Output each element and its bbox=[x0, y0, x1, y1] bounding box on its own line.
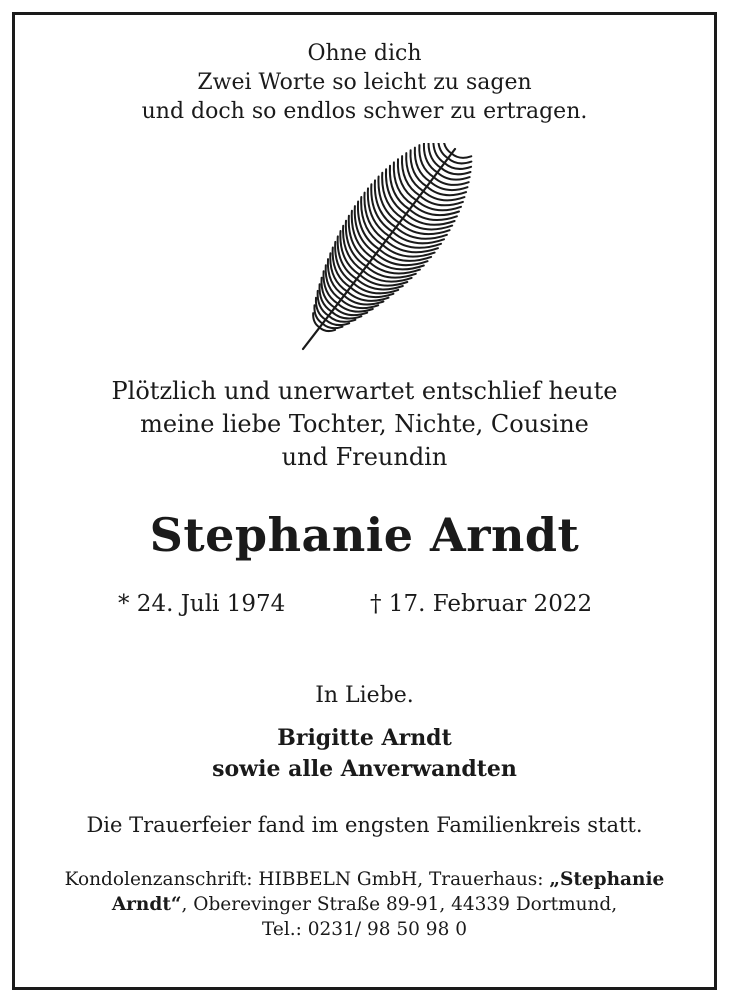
service-note: Die Trauerfeier fand im engsten Familienkreis statt. bbox=[86, 813, 643, 837]
condolence-phone: Tel.: 0231/ 98 50 98 0 bbox=[262, 919, 467, 940]
condolence-address-text: , Oberevinger Straße 89-91, 44339 Dortmund, bbox=[181, 894, 618, 915]
obituary-frame bbox=[12, 12, 717, 990]
intro-text bbox=[15, 375, 714, 474]
deceased-name: Stephanie Arndt bbox=[149, 508, 580, 562]
intro-line: Plötzlich und unerwartet entschlief heute bbox=[111, 377, 618, 405]
mourner-line: sowie alle Anverwandten bbox=[212, 756, 517, 782]
funeral-house-name-a: „Stephanie bbox=[549, 869, 665, 890]
intro-line: und Freundin bbox=[281, 443, 448, 471]
poem-line: Ohne dich bbox=[307, 41, 422, 66]
closing-line: In Liebe. bbox=[315, 683, 414, 708]
condolence-prefix: Kondolenzanschrift: HIBBELN GmbH, Trauerhaus: bbox=[64, 869, 550, 890]
funeral-house-name-b: Arndt“ bbox=[111, 894, 182, 915]
condolence-line-2 bbox=[43, 892, 686, 917]
poem-line: Zwei Worte so leicht zu sagen bbox=[197, 70, 532, 95]
condolence-line-1 bbox=[43, 867, 686, 892]
death-date: † 17. Februar 2022 bbox=[370, 591, 593, 617]
mourner-line: Brigitte Arndt bbox=[277, 725, 452, 751]
poem bbox=[15, 39, 714, 126]
mourners bbox=[15, 723, 714, 785]
condolence-address bbox=[15, 867, 714, 942]
palm-leaf-icon bbox=[283, 143, 473, 355]
poem-line: und doch so endlos schwer zu ertragen. bbox=[141, 99, 588, 124]
birth-date: * 24. Juli 1974 bbox=[118, 591, 286, 617]
intro-line: meine liebe Tochter, Nichte, Cousine bbox=[140, 410, 589, 438]
